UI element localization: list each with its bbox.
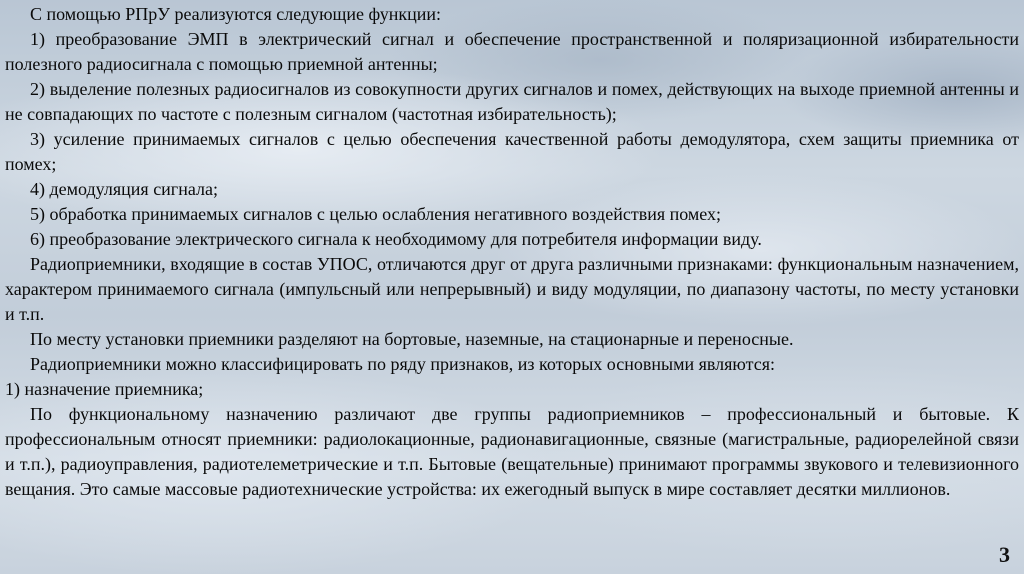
paragraph-function-1: 1) преобразование ЭМП в электрический сигнал и обеспечение пространственной и поляризационной избирательности полезного радиосигнала с помощью приемной антенны;: [5, 29, 1019, 74]
paragraph-intro: С помощью РПрУ реализуются следующие функции:: [30, 4, 442, 24]
paragraph-function-5: 5) обработка принимаемых сигналов с целью ослабления негативного воздействия помех;: [30, 204, 722, 224]
slide-body: [5, 2, 1019, 502]
paragraph-purpose: 1) назначение приемника;: [5, 379, 204, 399]
paragraph-receiver-features: Радиоприемники, входящие в состав УПОС, отличаются друг от друга различными признаками: функциональным назначением, характером принимаемого сигнала (импульсный или непрерывный) и виду модуляции, по диапазону частоты, по месту установки и т.п.: [5, 254, 1019, 324]
paragraph-classification: Радиоприемники можно классифицировать по ряду признаков, из которых основными являются:: [30, 354, 775, 374]
page-number: 3: [999, 542, 1010, 567]
paragraph-function-3: 3) усиление принимаемых сигналов с целью обеспечения качественной работы демодулятора, схем защиты приемника от помех;: [5, 129, 1019, 174]
paragraph-function-6: 6) преобразование электрического сигнала к необходимому для потребителя информации виду.: [30, 229, 762, 249]
paragraph-installation: По месту установки приемники разделяют на бортовые, наземные, на стационарные и переносные.: [30, 329, 794, 349]
paragraph-function-4: 4) демодуляция сигнала;: [30, 179, 218, 199]
paragraph-functional-groups: По функциональному назначению различают две группы радиоприемников – профессиональный и бытовые. К профессиональным относят приемники: радиолокационные, радионавигационные, связные (магистральные, радиорелейной связи и т.п.), радиоуправления, радиотелеметрические и т.п. Бытовые (вещательные) принимают программы звукового и телевизионного вещания. Это самые массовые радиотехнические устройства: их ежегодный выпуск в мире составляет десятки миллионов.: [5, 404, 1019, 499]
paragraph-function-2: 2) выделение полезных радиосигналов из совокупности других сигналов и помех, действующих на выходе приемной антенны и не совпадающих по частоте с полезным сигналом (частотная избирательность);: [5, 79, 1019, 124]
